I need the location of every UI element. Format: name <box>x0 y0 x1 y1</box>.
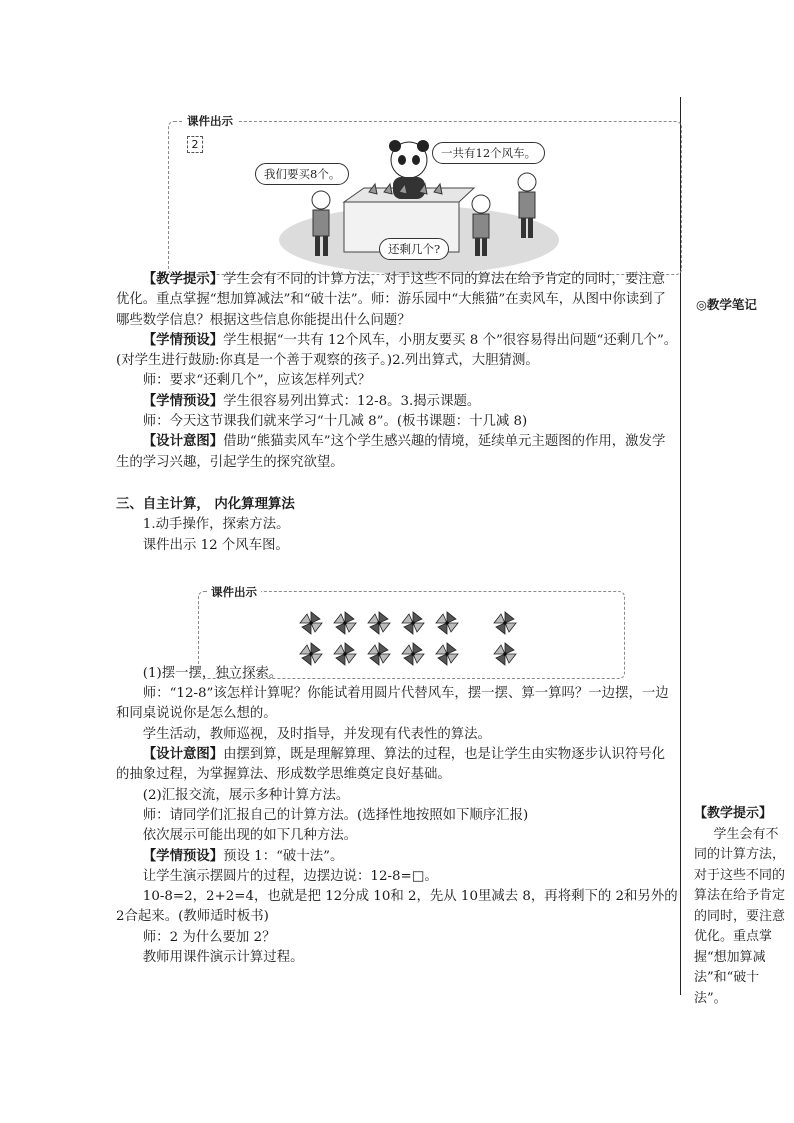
side-tip-title: 【教学提示】 <box>694 806 773 821</box>
paragraph-student-preview-2: 【学情预设】学生很容易列出算式：12-8。3.揭示课题。 <box>142 393 481 409</box>
illustration-box-pinwheels <box>198 585 625 679</box>
pinwheel-grid <box>199 592 624 678</box>
paragraph-courseware-demo: 教师用课件演示计算过程。 <box>142 950 304 966</box>
section-heading-3: 三、自主计算， 内化算理算法 <box>116 496 295 512</box>
paragraph-teaching-tip: 【教学提示】学生会有不同的计算方法，对于这些不同的算法在给予肯定的同时，要注意优化。重点掌握“想加算减法”和“破十法”。师：游乐园中“大熊猫”在卖风车，从图中你读到了哪些数学信息？根据这些信息你能提出什么问题？ <box>116 272 666 328</box>
paragraph-teacher-report: 师：请同学们汇报自己的计算方法。(选择性地按照如下顺序汇报) <box>142 807 529 823</box>
pinwheel-icon <box>334 643 356 665</box>
paragraph-why-add: 师：2 为什么要加 2？ <box>142 929 276 945</box>
side-teaching-tip <box>694 804 786 1009</box>
speech-bubble-bottom: 还剩几个? <box>379 238 449 260</box>
paragraph-explore: (1)摆一摆，独立探索。 <box>142 665 283 681</box>
paragraph-design-intent-2: 【设计意图】由摆到算，既是理解算理、算法的过程，也是让学生由实物逐步认识符号化的抽象过程，为掌握算法、形成数学思维奠定良好基础。 <box>116 747 666 783</box>
pinwheel-icon <box>368 612 390 634</box>
speech-bubble-panda: 一共有12个风车。 <box>432 142 545 164</box>
box-label: 课件出示 <box>183 113 237 129</box>
paragraph-design-intent: 【设计意图】借助“熊猫卖风车”这个学生感兴趣的情境，延续单元主题图的作用，激发学生的学习兴趣，引起学生的探究欲望。 <box>116 434 666 470</box>
box-label-2: 课件出示 <box>207 584 261 600</box>
paragraph-student-preview: 【学情预设】学生根据“一共有 12个风车，小朋友要买 8 个”很容易得出问题“还剩几个”。(对学生进行鼓励:你真是一个善于观察的孩子。)2.列出算式，大胆猜测。 <box>116 332 678 369</box>
teaching-notes-label: ◎教学笔记 <box>696 297 757 312</box>
pinwheel-icon <box>402 612 424 634</box>
paragraph-show-methods: 依次展示可能出现的如下几种方法。 <box>142 828 358 844</box>
pinwheel-icon <box>368 643 390 665</box>
paragraph-lesson-topic: 师：今天这节课我们就来学习“十几减 8”。(板书课题：十几减 8) <box>142 414 528 430</box>
pinwheel-icon <box>334 612 356 634</box>
pinwheel-icon <box>300 612 322 634</box>
speech-bubble-left: 我们要买8个。 <box>255 163 349 185</box>
pinwheel-icon <box>494 612 516 634</box>
pinwheel-icon <box>300 643 322 665</box>
paragraph-teacher-question: 师：要求“还剩几个”，应该怎样列式？ <box>142 373 371 389</box>
paragraph-activity: 学生活动，教师巡视，及时指导，并发现有代表性的算法。 <box>142 726 491 742</box>
side-tip-text: 学生会有不同的计算方法，对于这些不同的算法在给予肯定的同时，要注意优化。重点掌握“想加算减法”和“破十法”。 <box>694 826 786 1006</box>
pinwheel-icon <box>436 612 458 634</box>
paragraph-preset-1: 【学情预设】预设 1：“破十法”。 <box>142 848 344 864</box>
paragraph-break-ten: 10-8=2，2+2=4，也就是把 12分成 10和 2，先从 10里减去 8，再将剩下的 2和另外的 2合起来。(教师适时板书) <box>116 889 678 925</box>
pinwheel-icon <box>436 643 458 665</box>
paragraph-step-1: 1.动手操作，探索方法。 <box>142 517 290 533</box>
pinwheel-icon <box>402 643 424 665</box>
paragraph-demo: 让学生演示摆圆片的过程，边摆边说：12-8=□。 <box>142 868 438 884</box>
paragraph-show-pinwheels: 课件出示 12 个风车图。 <box>142 537 289 553</box>
paragraph-teacher-how: 师：“12-8”该怎样计算呢？你能试着用圆片代替风车，摆一摆、算一算吗？一边摆，一边和同桌说说你是怎么想的。 <box>116 686 669 722</box>
paragraph-report: (2)汇报交流，展示多种计算方法。 <box>142 787 350 803</box>
illustration-box-panda <box>168 114 682 275</box>
problem-number: 2 <box>187 136 203 153</box>
pinwheel-icon <box>494 643 516 665</box>
